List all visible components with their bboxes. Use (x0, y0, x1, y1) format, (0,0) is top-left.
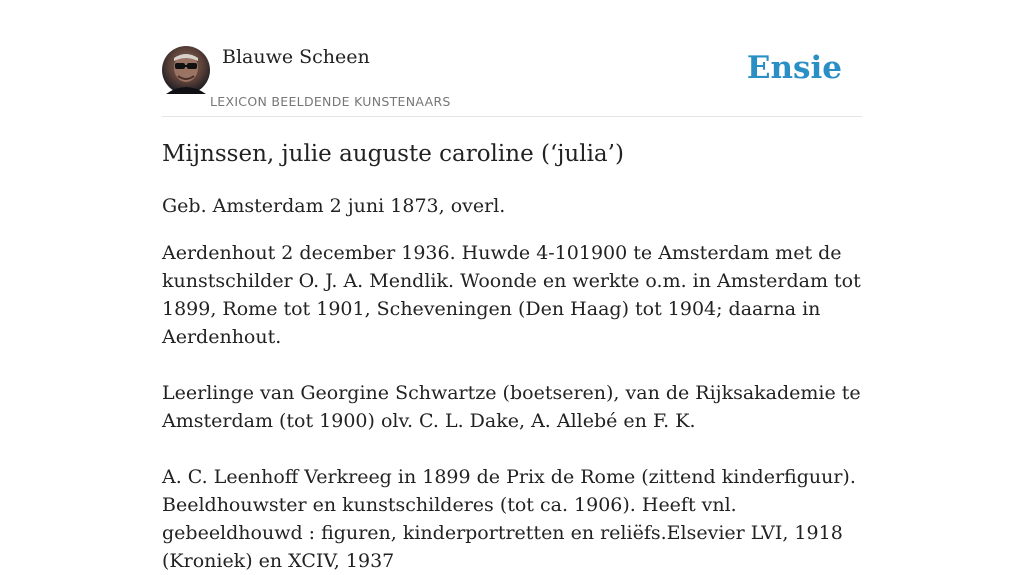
brand-logo[interactable]: Ensie (746, 50, 842, 86)
author-avatar[interactable] (162, 46, 210, 94)
author-name[interactable]: Blauwe Scheen (222, 46, 370, 68)
avatar-portrait-icon (162, 46, 210, 94)
article-paragraph: Leerlinge van Georgine Schwartze (boetseren), van de Rijksakademie te Amsterdam (tot 1900) olv. C. L. Dake, A. Allebé en F. K. (162, 382, 861, 432)
article-lead: Geb. Amsterdam 2 juni 1873, overl. (162, 195, 506, 217)
article-header (162, 46, 862, 117)
article-paragraph: A. C. Leenhoff Verkreeg in 1899 de Prix de Rome (zittend kinderfiguur). Beeldhouwster en kunstschilderes (tot ca. 1906). Heeft vnl. gebeeldhouwd : figuren, kinderportretten en reliëfs.Elsevier LVI, 1918 (Kroniek) en XCIV, 1937 (162, 466, 856, 572)
paragraph-spacer (162, 351, 862, 379)
article-body (162, 138, 862, 575)
article-paragraph: Aerdenhout 2 december 1936. Huwde 4-101900 te Amsterdam met de kunstschilder O. J. A. Mendlik. Woonde en werkte o.m. in Amsterdam tot 1899, Rome tot 1901, Scheveningen (Den Haag) tot 1904; daarna in Aerdenhout. (162, 242, 861, 348)
paragraph-spacer (162, 435, 862, 463)
article-title: Mijnssen, julie auguste caroline (‘julia’) (162, 141, 624, 167)
category-label[interactable]: LEXICON BEELDENDE KUNSTENAARS (210, 94, 451, 109)
